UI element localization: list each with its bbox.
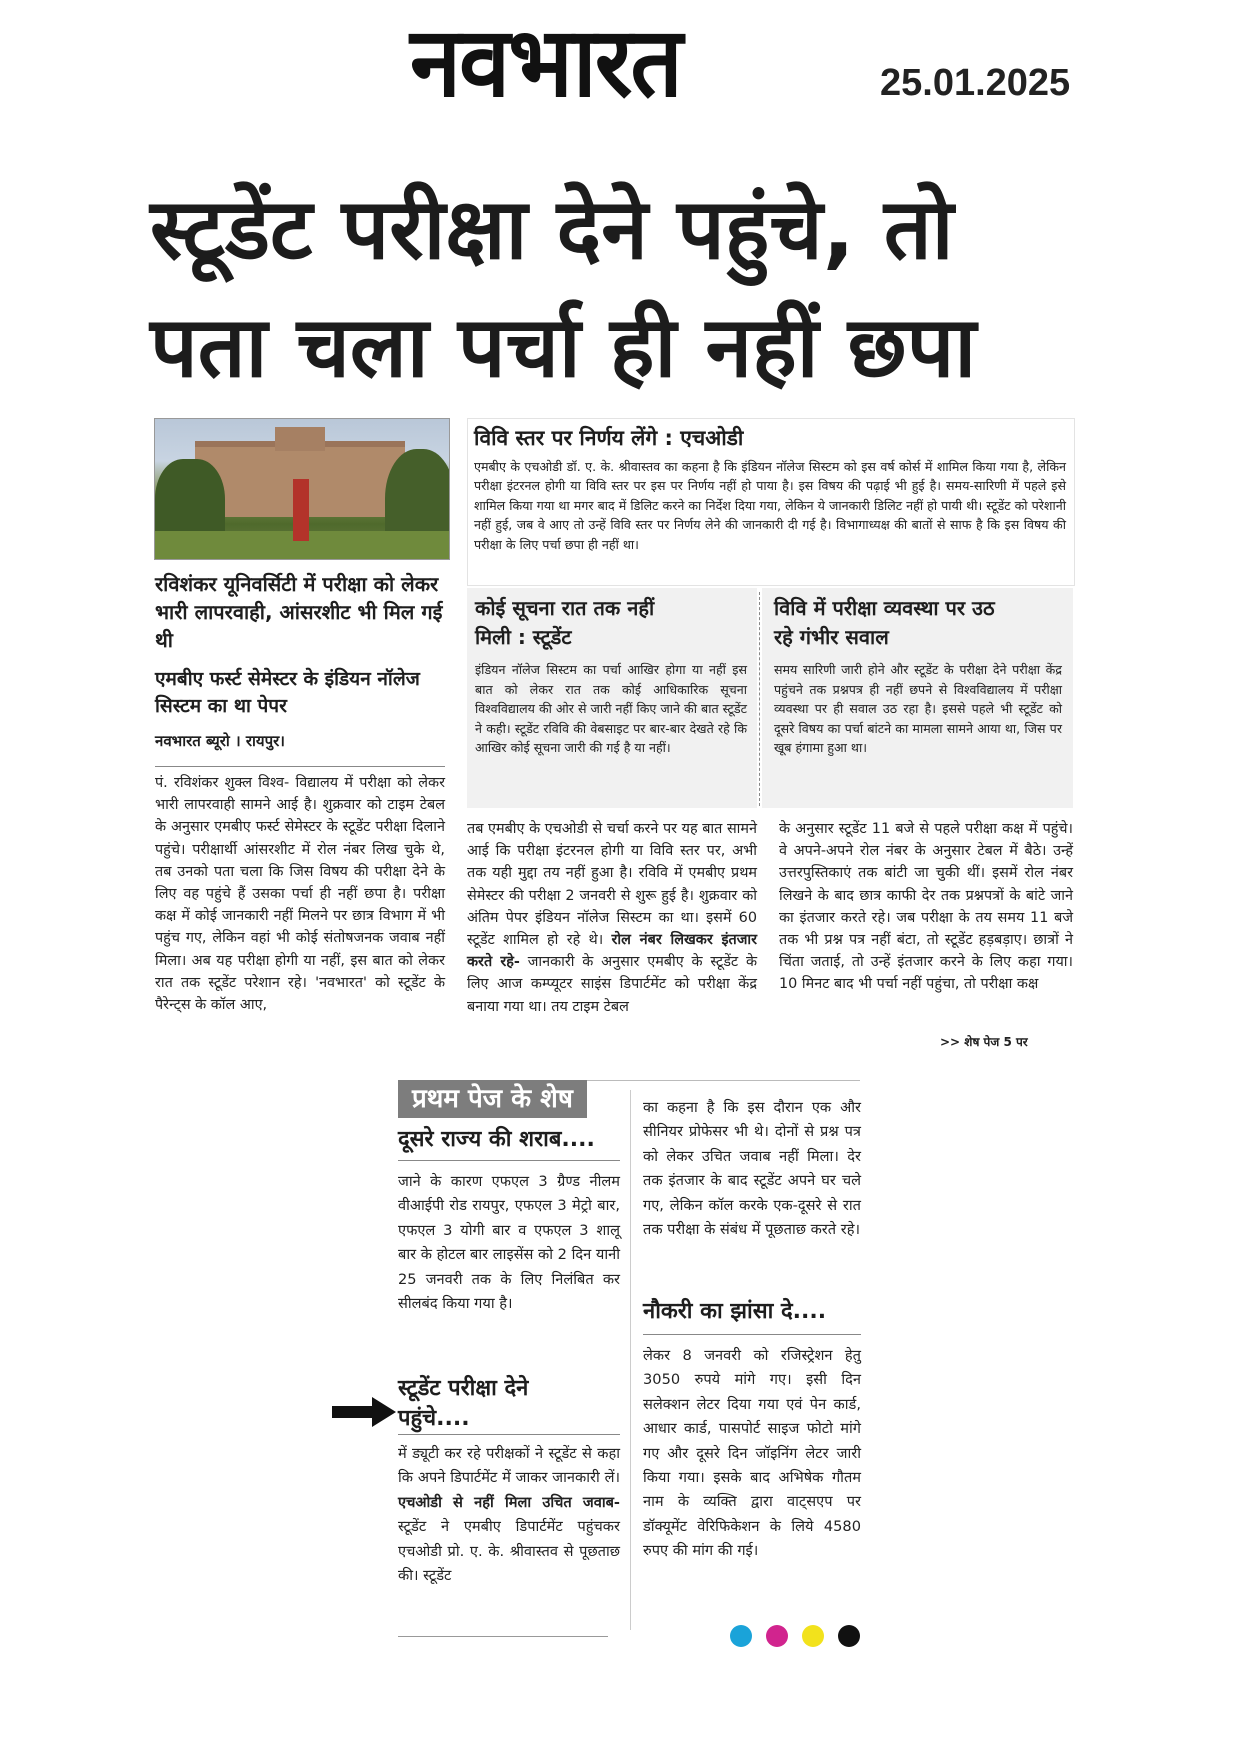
story2-subhead: एचओडी से नहीं मिला उचित जवाब- xyxy=(398,1493,620,1511)
article-column-2-text-a: तब एमबीए के एचओडी से चर्चा करने पर यह बात सामने आई कि परीक्षा इंटरनल होगी या विवि स्तर पर, अभी तक यही मुद्दा तय नहीं हुआ है। रविवि में एमबीए प्रथम सेमेस्टर की परीक्षा 2 जनवरी से शुरू हुई है। शुक्रवार को अंतिम पेपर इंडियन नॉलेज सिस्टम का था। इसमें 60 स्टूडेंट शामिल हो रहे थे। xyxy=(467,821,757,949)
questions-box-text: समय सारिणी जारी होने और स्टूडेंट के परीक्षा देने परीक्षा केंद्र पहुंचने तक प्रश्नपत्र ही नहीं छपने से विश्वविद्यालय में परीक्षा व्यवस्था पर ही सवाल उठ रहा है। इससे पहले भी स्टूडेंट को दूसरे विषय का पर्चा बांटने का मामला सामने आया था, जिस पर खूब हंगामा हुआ था। xyxy=(774,662,1062,756)
story1-title: दूसरे राज्य की शराब.... xyxy=(398,1127,595,1152)
headline-line-2: पता चला पर्चा ही नहीं छपा xyxy=(150,298,977,396)
registration-dot-cyan xyxy=(730,1625,752,1647)
student-box xyxy=(467,588,757,808)
main-headline xyxy=(150,170,1090,406)
arrow-right-icon xyxy=(332,1397,396,1427)
student-box-text: इंडियन नॉलेज सिस्टम का पर्चा आखिर होगा या नहीं इस बात को लेकर रात तक कोई आधिकारिक सूचना विश्वविद्यालय की ओर से जारी नहीं किए जाने की बात स्टूडेंट ने कही। स्टूडेंट रविवि की वेबसाइट पर बार-बार देखते रहे कि आखिर कोई सूचना जारी की गई है या नहीं। xyxy=(475,662,747,756)
student-box-title: कोई सूचना रात तक नहीं मिली : स्टूडेंट xyxy=(475,596,655,649)
article-column-2-subhead: रोल नंबर लिखकर इंतजार करते रहे- xyxy=(467,932,758,971)
newspaper-masthead: नवभारत xyxy=(410,6,681,119)
byline: नवभारत ब्यूरो । रायपुर। xyxy=(155,732,285,750)
registration-dot-black xyxy=(838,1625,860,1647)
story1-text: जाने के कारण एफएल 3 ग्रैण्ड नीलम वीआईपी रोड रायपुर, एफएल 3 मेट्रो बार, एफएल 3 योगी बार व एफएल 3 शालू बार के होटल बार लाइसेंस को 2 दिन यानी 25 जनवरी तक के लिए निलंबित कर सीलबंद किया गया है। xyxy=(398,1173,620,1313)
story2-text-b: स्टूडेंट ने एमबीए डिपार्टमेंट पहुंचकर एचओडी प्रो. ए. के. श्रीवास्तव से पूछताछ की। स्टूडेंट xyxy=(398,1518,620,1585)
subheadline-1: रविशंकर यूनिवर्सिटी में परीक्षा को लेकर भारी लापरवाही, आंसरशीट भी मिल गई थी xyxy=(155,572,443,652)
registration-marks xyxy=(730,1625,860,1647)
registration-dot-yellow xyxy=(802,1625,824,1647)
story2-text xyxy=(398,1442,620,1588)
registration-dot-magenta xyxy=(766,1625,788,1647)
hod-box-title: विवि स्तर पर निर्णय लेंगे : एचओडी xyxy=(474,426,744,450)
column-rule xyxy=(155,766,445,767)
story2-text-a: में ड्यूटी कर रहे परीक्षकों ने स्टूडेंट से कहा कि अपने डिपार्टमेंट में जाकर जानकारी लें। xyxy=(398,1445,620,1487)
questions-box-title: विवि में परीक्षा व्यवस्था पर उठ रहे गंभीर सवाल xyxy=(774,596,995,649)
story3-rule xyxy=(643,1334,861,1335)
story1-rule xyxy=(398,1160,620,1161)
box-divider xyxy=(759,592,760,806)
hod-box-text: एमबीए के एचओडी डॉ. ए. के. श्रीवास्तव का कहना है कि इंडियन नॉलेज सिस्टम को इस वर्ष कोर्स में शामिल किया गया है, लेकिन परीक्षा इंटरनल होगी या विवि स्तर पर इस पर निर्णय नहीं हो पाया है। इस विषय की पढ़ाई भी हुई है। समय-सारिणी में पहले इसे शामिल किया गया था मगर बाद में डिलिट करने का निर्देश दिया गया, लेकिन ये जानकारी डिलिट नहीं हो पायी थी। स्टूडेंट को परेशानी नहीं हुई, जब वे आए तो उन्हें विवि स्तर पर निर्णय लेने की जानकारी दी गई है। विभागाध्यक्ष की बातों से साफ है कि इस विषय की परीक्षा के लिए पर्चा छपा ही नहीं था। xyxy=(474,459,1066,552)
hod-box xyxy=(467,418,1075,586)
university-photo xyxy=(154,418,450,560)
continued-on-page-note: >> शेष पेज 5 पर xyxy=(940,1035,1028,1049)
clipping-column-2-text: का कहना है कि इस दौरान एक और सीनियर प्रोफेसर भी थे। दोनों से प्रश्न पत्र को लेकर उचित जवाब नहीं मिला। देर तक इंतजार के बाद स्टूडेंट अपने घर चले गए, लेकिन कॉल करके एक-दूसरे से रात तक परीक्षा के संबंध में पूछताछ करते रहे। xyxy=(643,1099,861,1239)
statue-shape xyxy=(293,479,309,541)
article-column-2-text-b: जानकारी के अनुसार एमबीए के स्टूडेंट के लिए आज कम्प्यूटर साइंस डिपार्टमेंट को परीक्षा केंद्र बनाया गया था। तय टाइम टेबल xyxy=(467,954,758,1015)
tower-shape xyxy=(275,427,325,451)
article-column-2 xyxy=(467,818,757,1018)
section-tag: प्रथम पेज के शेष xyxy=(398,1080,587,1118)
clipping-bottom-rule xyxy=(398,1636,608,1637)
publication-date: 25.01.2025 xyxy=(880,62,1071,104)
story2-title: स्टूडेंट परीक्षा देने पहुंचे.... xyxy=(398,1376,529,1431)
story2-rule xyxy=(398,1434,620,1435)
article-column-3: के अनुसार स्टूडेंट 11 बजे से पहले परीक्षा कक्ष में पहुंचे। वे अपने-अपने रोल नंबर के अनुसार टेबल में बैठे। उन्हें उत्तरपुस्तिकाएं तक बांटी जा चुकी थीं। इसमें रोल नंबर लिखने के बाद छात्र काफी देर तक प्रश्नपत्रों के बांटे जाने का इंतजार करते रहे। जब परीक्षा के तय समय 11 बजे तक भी प्रश्न पत्र नहीं बंटा, तो स्टूडेंट हड़बड़ाए। छात्रों ने चिंता जताई, तो उन्हें इंतजार करने के लिए कहा गया। 10 मिनट बाद भी पर्चा नहीं पहुंचा, तो परीक्षा कक्ष xyxy=(779,821,1073,993)
questions-box xyxy=(762,588,1073,808)
subheadline-2: एमबीए फर्स्ट सेमेस्टर के इंडियन नॉलेज सिस्टम का था पेपर xyxy=(155,668,420,717)
story3-text: लेकर 8 जनवरी को रजिस्ट्रेशन हेतु 3050 रुपये मांगे गए। इसी दिन सलेक्शन लेटर दिया गया एवं पेन कार्ड, आधार कार्ड, पासपोर्ट साइज फोटो मांगे गए और दूसरे दिन जॉइनिंग लेटर जारी किया गया। इसके बाद अभिषेक गौतम नाम के व्यक्ति द्वारा वाट्सएप पर डॉक्यूमेंट वेरिफिकेशन के लिये 4580 रुपए की मांग की गई। xyxy=(643,1347,861,1560)
story3-title: नौकरी का झांसा दे.... xyxy=(643,1299,827,1324)
article-column-1: पं. रविशंकर शुक्ल विश्व- विद्यालय में परीक्षा को लेकर भारी लापरवाही सामने आई है। शुक्रवार को टाइम टेबल के अनुसार एमबीए फर्स्ट सेमेस्टर के स्टूडेंट परीक्षा दिलाने पहुंचे। परीक्षार्थी आंसरशीट में रोल नंबर लिख चुके थे, तब उनको पता चला कि जिस विषय की परीक्षा देने के लिए वह पहुंचे हैं उसका पर्चा ही नहीं छपा है। परीक्षा कक्ष में कोई जानकारी नहीं मिलने पर छात्र विभाग में भी पहुंच गए, लेकिन वहां भी कोई संतोषजनक जवाब नहीं मिला। अब यह परीक्षा होगी या नहीं, इस बात को लेकर रात तक स्टूडेंट परेशान रहे। 'नवभारत' को स्टूडेंट के पैरेन्ट्स के कॉल आए, xyxy=(155,775,445,1014)
headline-line-1: स्टूडेंट परीक्षा देने पहुंचे, तो xyxy=(150,180,954,278)
clipping-column-divider xyxy=(630,1090,631,1630)
